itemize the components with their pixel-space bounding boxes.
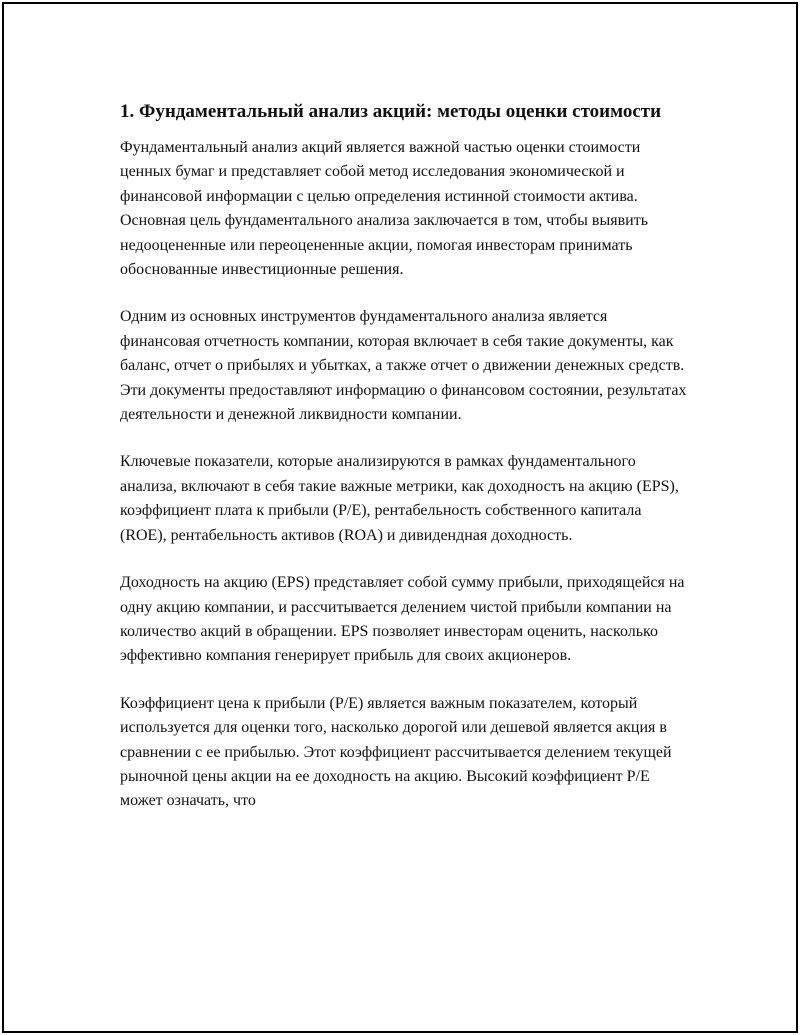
section-heading: 1. Фундаментальный анализ акций: методы оценки стоимости — [120, 101, 662, 122]
paragraph-intro: Фундаментальный анализ акций является важной частью оценки стоимости ценных бумаг и представляет собой метод исследования экономической и финансовой информации с целью определения истинной стоимости актива. Основная цель фундаментального анализа заключается в том, чтобы выявить недооцененные или переоцененные акции, помогая инвесторам принимать обоснованные инвестиционные решения. — [120, 139, 648, 279]
paragraph-pe-ratio: Коэффициент цена к прибыли (P/E) является важным показателем, который используется для оценки того, насколько дорогой или дешевой является акция в сравнении с ее прибылью. Этот коэффициент рассчитывается делением текущей рыночной цены акции на ее доходность на акцию. Высокий коэффициент P/E может означать, что — [120, 694, 672, 810]
paragraph-eps: Доходность на акцию (EPS) представляет собой сумму прибыли, приходящейся на одну акцию компании, и рассчитывается делением чистой прибыли компании на количество акций в обращении. EPS позволяет инвесторам оценить, насколько эффективно компания генерирует прибыль для своих акционеров. — [120, 574, 685, 665]
document-body — [120, 98, 690, 837]
paragraph-key-metrics: Ключевые показатели, которые анализируются в рамках фундаментального анализа, включают в себя такие важные метрики, как доходность на акцию (EPS), коэффициент плата к прибыли (P/E), рентабельность собственного капитала (ROE), рентабельность активов (ROA) и дивидендная доходность. — [120, 453, 679, 544]
paragraph-financial-statements: Одним из основных инструментов фундаментального анализа является финансовая отчетность компании, которая включает в себя такие документы, как баланс, отчет о прибылях и убытках, а также отчет о движении денежных средств. Эти документы предоставляют информацию о финансовом состоянии, результатах деятельности и денежной ликвидности компании. — [120, 308, 687, 424]
document-page — [2, 2, 798, 1033]
